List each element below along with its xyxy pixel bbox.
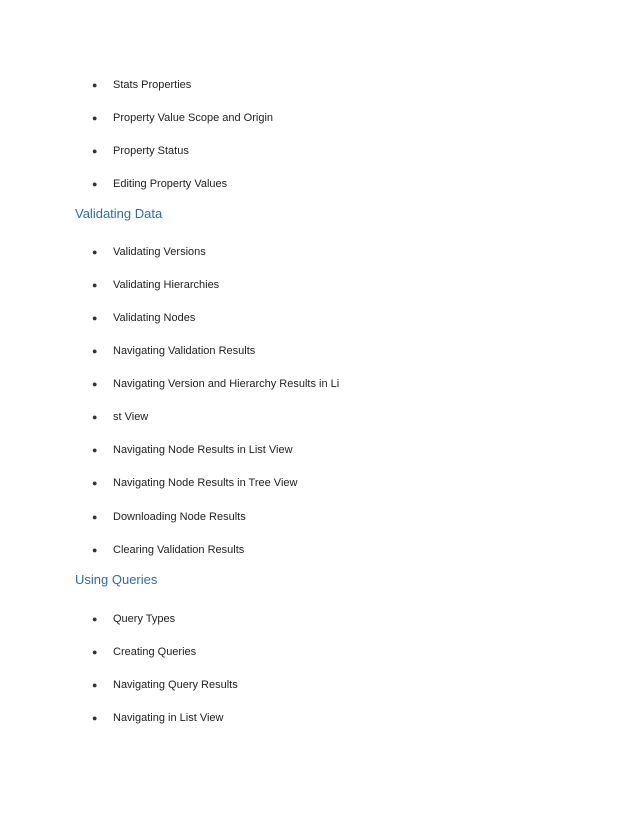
list-item-text: Stats Properties	[113, 79, 192, 91]
bullet-icon: ●	[92, 412, 98, 422]
bullet-icon: ●	[92, 113, 98, 123]
list-item	[92, 111, 273, 125]
bullet-icon: ●	[92, 545, 98, 555]
list-item-text: Navigating Node Results in Tree View	[113, 477, 298, 489]
list-item-text: Validating Versions	[113, 246, 206, 258]
list-item-text: Downloading Node Results	[113, 511, 246, 523]
list-item-text: Navigating Node Results in List View	[113, 444, 293, 456]
list-item-text: Validating Nodes	[113, 312, 196, 324]
bullet-icon: ●	[92, 680, 98, 690]
bullet-icon: ●	[92, 280, 98, 290]
list-item	[92, 678, 238, 692]
section-heading-using-queries: Using Queries	[75, 572, 158, 587]
list-item	[92, 344, 255, 358]
list-item	[92, 510, 246, 524]
list-item-text: Navigating Version and Hierarchy Results in Li	[113, 378, 340, 390]
bullet-icon: ●	[92, 647, 98, 657]
bullet-icon: ●	[92, 478, 98, 488]
list-item-text: Validating Hierarchies	[113, 279, 220, 291]
list-item	[92, 443, 293, 457]
list-item	[92, 311, 195, 325]
list-item-text: Property Status	[113, 145, 189, 157]
list-item-text: Navigating Validation Results	[113, 345, 256, 357]
bullet-icon: ●	[92, 247, 98, 257]
list-item	[92, 245, 206, 259]
list-item-text: st View	[113, 411, 149, 423]
list-item	[92, 177, 227, 191]
bullet-icon: ●	[92, 713, 98, 723]
bullet-icon: ●	[92, 146, 98, 156]
bullet-icon: ●	[92, 346, 98, 356]
list-item	[92, 144, 189, 158]
list-item	[92, 78, 191, 92]
bullet-icon: ●	[92, 445, 98, 455]
list-item	[92, 410, 148, 424]
list-item-text: Property Value Scope and Origin	[113, 112, 273, 124]
list-item-text: Navigating in List View	[113, 712, 224, 724]
list-item-text: Navigating Query Results	[113, 679, 238, 691]
list-item	[92, 476, 297, 490]
bullet-icon: ●	[92, 379, 98, 389]
bullet-icon: ●	[92, 80, 98, 90]
list-item	[92, 645, 196, 659]
list-item	[92, 711, 223, 725]
list-item-text: Creating Queries	[113, 646, 197, 658]
list-item	[92, 612, 175, 626]
list-item-text: Clearing Validation Results	[113, 544, 245, 556]
bullet-icon: ●	[92, 313, 98, 323]
list-item	[92, 278, 219, 292]
list-item	[92, 377, 339, 391]
list-item	[92, 543, 244, 557]
bullet-icon: ●	[92, 614, 98, 624]
list-item-text: Query Types	[113, 613, 176, 625]
bullet-icon: ●	[92, 512, 98, 522]
section-heading-validating-data: Validating Data	[75, 206, 163, 221]
bullet-icon: ●	[92, 179, 98, 189]
list-item-text: Editing Property Values	[113, 178, 228, 190]
